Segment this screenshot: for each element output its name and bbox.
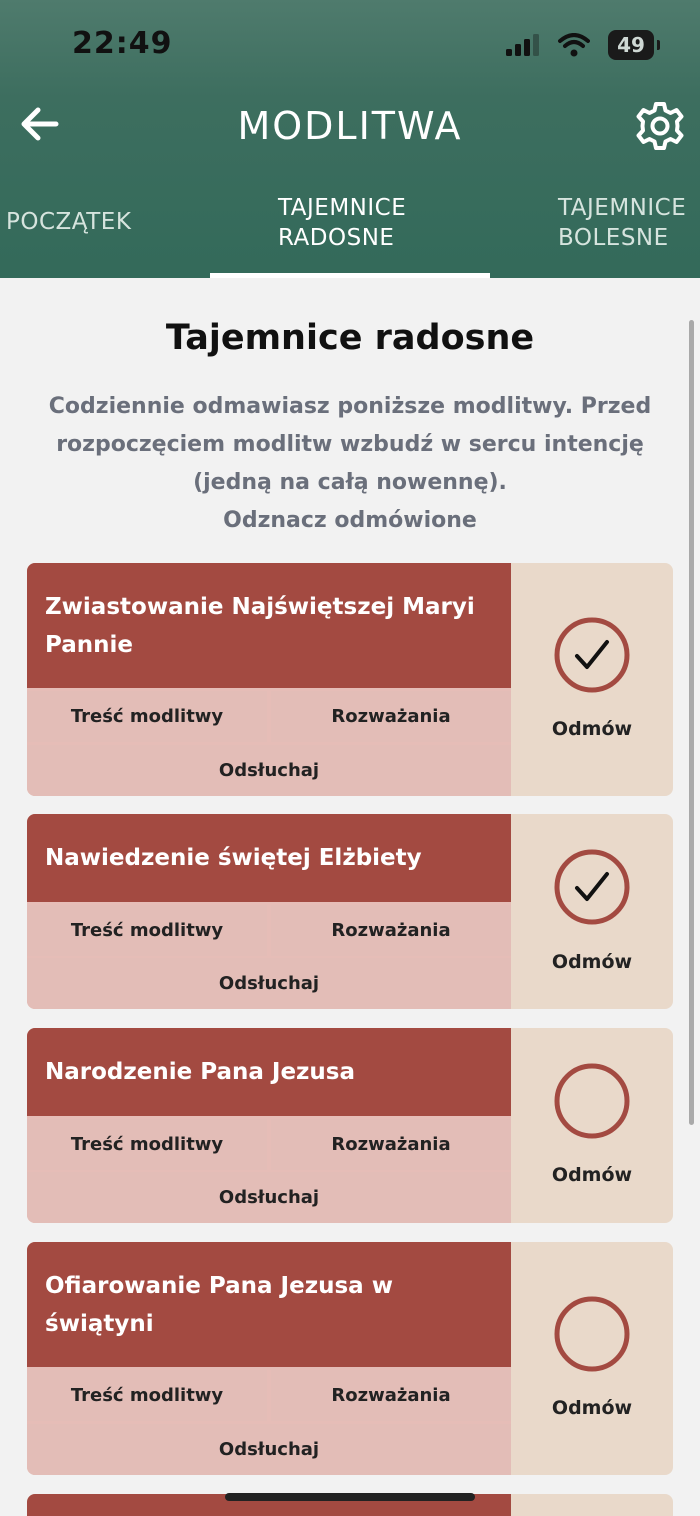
- mystery-title-line: świątyni: [45, 1310, 154, 1337]
- status-time: 22:49: [72, 26, 173, 61]
- mark-done-area: [511, 1028, 673, 1223]
- mystery-card: [27, 814, 673, 1009]
- prayer-text-button[interactable]: Treść modlitwy: [27, 691, 267, 742]
- meditation-button[interactable]: Rozważania: [271, 691, 511, 742]
- section-title: Tajemnice radosne: [165, 318, 535, 358]
- checked-circle-icon[interactable]: [553, 616, 631, 694]
- tab-tajemnice-bolesne[interactable]: [558, 193, 686, 253]
- intro-line: rozpoczęciem modlitw wzbudź w sercu intencję: [56, 432, 644, 457]
- tab-label-line: TAJEMNICE: [278, 195, 407, 221]
- tab-label-line: RADOSNE: [278, 225, 395, 251]
- tab-label-line: BOLESNE: [558, 225, 669, 251]
- mark-done-area: [511, 814, 673, 1009]
- mystery-title-line: Ofiarowanie Pana Jezusa w: [45, 1272, 393, 1299]
- mystery-title: [27, 814, 511, 902]
- settings-button[interactable]: [634, 100, 686, 152]
- intro-line: Codziennie odmawiasz poniższe modlitwy. Przed: [48, 394, 652, 419]
- mystery-title: [27, 563, 511, 688]
- mystery-title: [27, 1028, 511, 1116]
- scrollbar[interactable]: [689, 320, 694, 1125]
- home-indicator[interactable]: [225, 1493, 475, 1501]
- gear-icon: [634, 100, 686, 152]
- meditation-button[interactable]: Rozważania: [271, 1370, 511, 1421]
- mark-done-area: [511, 1242, 673, 1475]
- mark-done-area: [511, 563, 673, 796]
- mystery-card: [27, 1028, 673, 1223]
- signal-icon: [506, 34, 540, 56]
- mystery-title-line: Nawiedzenie świętej Elżbiety: [45, 845, 422, 871]
- intro-text: [20, 388, 680, 540]
- listen-button[interactable]: Odsłuchaj: [27, 1424, 511, 1475]
- tab-label-line: TAJEMNICE: [558, 195, 687, 221]
- tab-label: POCZĄTEK: [6, 209, 132, 235]
- listen-button[interactable]: Odsłuchaj: [27, 745, 511, 796]
- mystery-title: [27, 1242, 511, 1367]
- wifi-icon: [558, 33, 590, 57]
- empty-circle-icon[interactable]: [553, 1062, 631, 1140]
- mark-done-label: Odmów: [551, 1164, 633, 1186]
- status-icons: [506, 30, 654, 60]
- active-tab-indicator: [210, 273, 490, 278]
- page-header-title: MODLITWA: [237, 104, 463, 148]
- app-header: [0, 0, 700, 278]
- checked-circle-icon[interactable]: [553, 848, 631, 926]
- mystery-title-line: Zwiastowanie Najświętszej Maryi: [45, 593, 475, 620]
- intro-line: (jedną na całą nowennę).: [193, 470, 507, 495]
- prayer-text-button[interactable]: Treść modlitwy: [27, 905, 267, 956]
- mystery-title-line: Narodzenie Pana Jezusa: [45, 1059, 356, 1085]
- listen-button[interactable]: Odsłuchaj: [27, 1172, 511, 1223]
- mark-done-label: Odmów: [551, 1397, 633, 1419]
- listen-button[interactable]: Odsłuchaj: [27, 958, 511, 1009]
- meditation-button[interactable]: Rozważania: [271, 1119, 511, 1170]
- intro-line: Odznacz odmówione: [223, 508, 477, 533]
- mark-done-label: Odmów: [551, 718, 633, 740]
- tab-tajemnice-radosne[interactable]: [278, 193, 406, 253]
- empty-circle-icon[interactable]: [553, 1295, 631, 1373]
- prayer-text-button[interactable]: Treść modlitwy: [27, 1370, 267, 1421]
- battery-indicator: 49: [608, 30, 654, 60]
- mystery-card: [27, 1242, 673, 1475]
- prayer-text-button[interactable]: Treść modlitwy: [27, 1119, 267, 1170]
- meditation-button[interactable]: Rozważania: [271, 905, 511, 956]
- mystery-title-line: Pannie: [45, 631, 133, 658]
- tab-poczatek[interactable]: [6, 207, 131, 237]
- mystery-card: [27, 563, 673, 796]
- mark-done-label: Odmów: [551, 951, 633, 973]
